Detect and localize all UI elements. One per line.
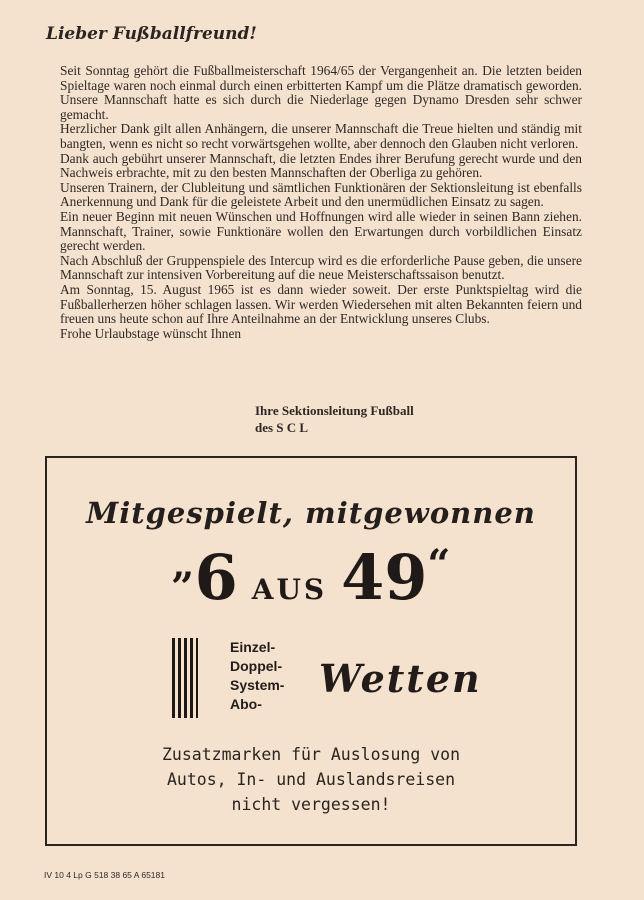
lotto-number-49: 49 <box>341 541 428 614</box>
bet-type-item: Einzel- <box>230 639 276 655</box>
letter-body <box>60 64 582 341</box>
ad-headline: Mitgespielt, mitgewonnen <box>86 496 536 530</box>
ad-extra-line: Autos, In- und Auslandsreisen <box>166 770 456 789</box>
lotto-close-quote: “ <box>427 541 451 588</box>
letter-signature <box>255 402 414 436</box>
letter-paragraph: Ein neuer Beginn mit neuen Wünschen und Hoffnungen wird alle wieder in seinen Bann ziehen. Mannschaft, Trainer, sowie Funktionäre wollen den Erwartungen durch vorbildlichen Einsatz gerecht werden. <box>60 208 582 254</box>
stripes-decoration <box>172 638 198 718</box>
bet-type-item: Abo- <box>230 696 262 712</box>
print-code: IV 10 4 Lp G 518 38 65 A 65181 <box>44 870 165 880</box>
lotto-title <box>47 541 575 614</box>
letter-paragraph: Herzlicher Dank gilt allen Anhängern, die unserer Mannschaft die Treue hielten und ständig mit bangten, wenn es nicht so recht vorwärtsgehen wollte, aber dennoch den Glauben nicht verloren. <box>60 121 582 151</box>
letter-closing: Frohe Urlaubstage wünscht Ihnen <box>60 325 242 341</box>
letter-greeting: Lieber Fußballfreund! <box>46 24 257 44</box>
lottery-advertisement <box>45 456 577 846</box>
letter-paragraph: Am Sonntag, 15. August 1965 ist es dann wieder soweit. Der erste Punktspieltag wird die Fußballerherzen höher schlagen lassen. Wir werden Wiedersehen mit alten Bekannten feiern und freuen uns heute schon auf Ihre Anteilnahme an der Entwicklung unseres Clubs. <box>60 281 582 327</box>
ad-extra-line: nicht vergessen! <box>231 795 391 814</box>
bet-type-item: System- <box>230 677 285 693</box>
lotto-aus: AUS <box>251 573 328 606</box>
signature-line: des S C L <box>255 420 309 435</box>
bet-type-item: Doppel- <box>230 658 283 674</box>
letter-paragraph: Seit Sonntag gehört die Fußballmeisterschaft 1964/65 der Vergangenheit an. Die letzten beiden Spieltage waren noch einmal durch einen erbitterten Kampf um die Plätze dramatisch geworden. Unsere Mannschaft hatte es sich durch die Niederlage gegen Dynamo Dresden sehr schwer gemacht. <box>60 63 582 122</box>
letter-paragraph: Unseren Trainern, der Clubleitung und sämtlichen Funktionären der Sektionsleitung ist ebenfalls Anerkennung und Dank für die geleistete Arbeit und den unermüdlichen Einsatz zu sagen. <box>60 179 582 210</box>
lotto-number-6: 6 <box>194 541 238 614</box>
letter-paragraph: Nach Abschluß der Gruppenspiele des Intercup wird es die erforderliche Pause geben, die unsere Mannschaft zur intensiven Vorbereitung auf die neue Meisterschaftssaison benutzt. <box>60 252 582 283</box>
ad-extra-line: Zusatzmarken für Auslosung von <box>161 745 460 764</box>
signature-line: Ihre Sektionsleitung Fußball <box>255 403 414 418</box>
letter-paragraph: Dank auch gebührt unserer Mannschaft, die letzten Endes ihrer Berufung gerecht wurde und den Nachweis erbrachte, mit zu den besten Mannschaften der Oberliga zu gehören. <box>60 150 582 181</box>
ad-extra-text <box>47 742 575 817</box>
bet-types-list <box>230 638 284 714</box>
wetten-label: Wetten <box>319 656 482 701</box>
lotto-open-quote: „ <box>171 541 195 588</box>
